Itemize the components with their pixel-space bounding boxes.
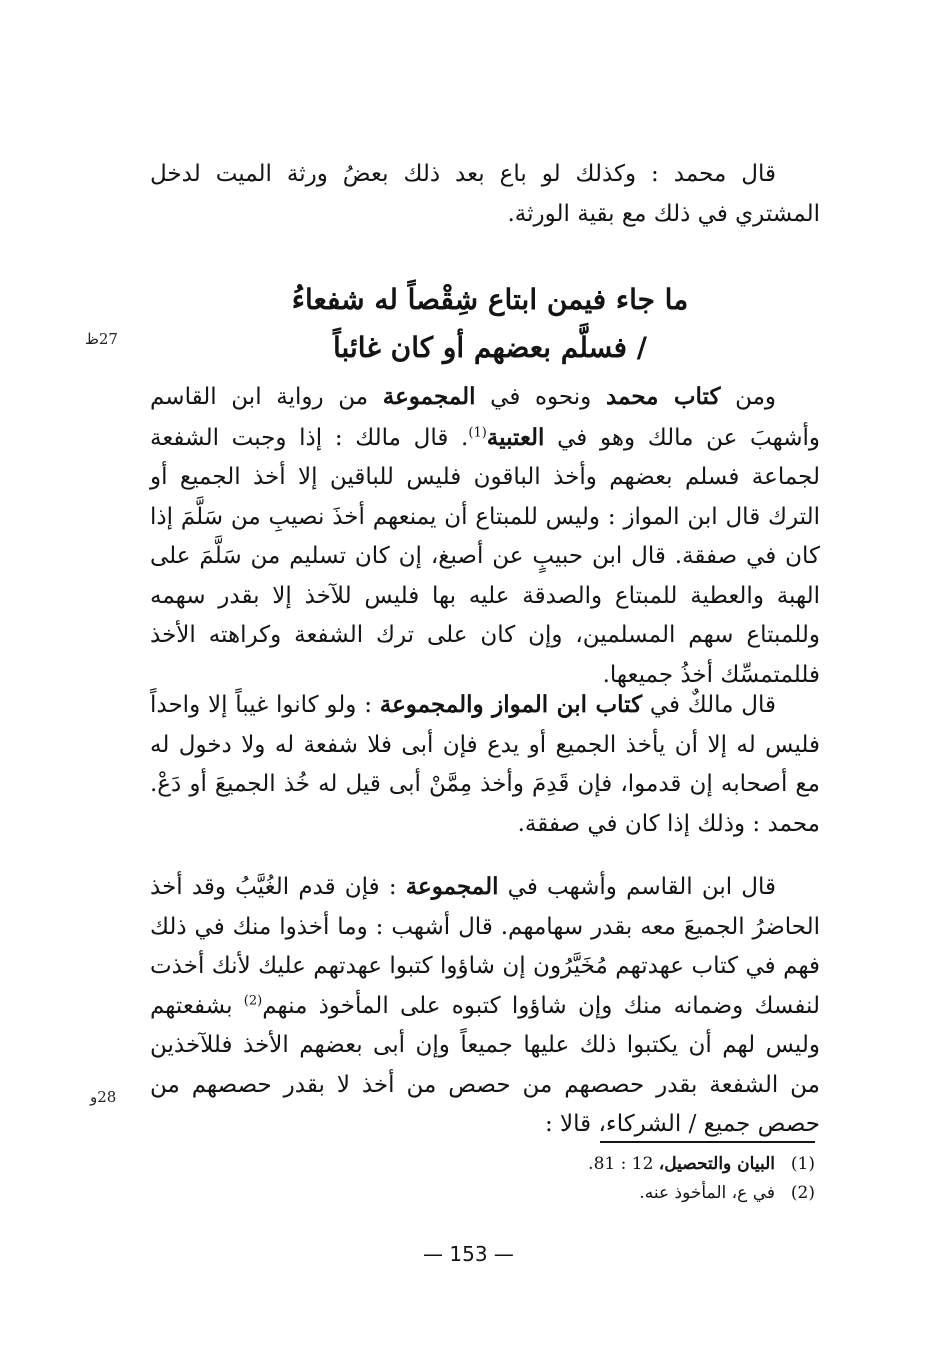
- footnote-ref: (1): [468, 424, 487, 440]
- paragraph-1: [150, 377, 820, 695]
- text-run: . قال مالك : إذا وجبت الشفعة لجماعة فسلم بعضهم وأخذ الباقون فليس للباقين إلا أخذ الجميع أو الترك قال ابن المواز : وليس للمبتاع أن يمنعهم أخذَ نصيبِ من سَلَّمَ إذا كان في صفقة. قال ابن حبيبٍ عن أصبغ، إن كان تسليم من سَلَّمَ على الهبة والعطية للمبتاع والصدقة عليه بها فليس للآخذ إلا بقدر سهمه وللمبتاع سهم المسلمين، وإن كان على ترك الشفعة وكراهته الأخذ فللمتمسِّك أخذُ جميعها.: [150, 424, 820, 688]
- footnote-divider: [600, 1141, 815, 1143]
- footnote-text: في ع، المأخوذ عنه.: [639, 1183, 775, 1203]
- text-run: بشفعتهم وليس لهم أن يكتبوا ذلك عليها جميعاً وإن أبى بعضهم الأخذ فللآخذين من الشفعة بقدر حصصهم من حصص من أخذ لا بقدر حصصهم من حصص جميع / الشركاء، قالا :: [150, 992, 820, 1137]
- text-run: قال ابن القاسم وأشهب في: [498, 874, 776, 900]
- margin-folio-note: 28و: [90, 1088, 117, 1106]
- book-title: العتبية: [486, 423, 545, 451]
- footnote-ref: (2): [243, 992, 263, 1008]
- text-run: : ولو كانوا غيباً إلا واحداً فليس له إلا أن يأخذ الجميع أو يدع فإن أبى فلا شفعة له ولا دخول له مع أصحابه إن قدموا، فإن قَدِمَ وأخذ مِمَّنْ أبى قيل له خُذ الجميعَ أو دَعْ. محمد : وذلك إذا كان في صفقة.: [150, 692, 820, 837]
- paragraph-opening: قال محمد : وكذلك لو باع بعد ذلك بعضُ ورثة الميت لدخل المشتري في ذلك مع بقية الورثة.: [150, 161, 820, 227]
- book-title: كتاب محمد: [605, 383, 721, 410]
- page-number: — 153 —: [423, 1242, 514, 1266]
- section-heading-line-2: / فسلَّم بعضهم أو كان غائباً: [332, 331, 648, 364]
- section-heading-line-1: ما جاء فيمن ابتاع شِقْصاً له شفعاءُ: [291, 283, 689, 316]
- paragraph-2: [150, 685, 820, 844]
- footnote-text: 12 : 81.: [588, 1154, 659, 1174]
- paragraph-3: [150, 867, 820, 1145]
- book-title: المجموعة: [382, 383, 476, 410]
- text-run: قال مالكٌ في: [642, 692, 777, 718]
- footnote-1: [420, 1150, 815, 1179]
- footnote-2: [420, 1179, 815, 1208]
- margin-folio-note: 27ظ: [85, 330, 118, 348]
- book-title: كتاب ابن المواز والمجموعة: [379, 691, 643, 718]
- text-run: ومن: [720, 384, 777, 410]
- text-run: : فإن قدم الغُيَّبُ وقد أخذ الحاضرُ الجميعَ معه بقدر سهامهم. قال أشهب : وما أخذوا منك في ذلك فهم في كتاب عهدتهم مُخَيَّرُون إن شاؤوا كتبوا عهدتهم عليك لأنك أخذت لنفسك وضمانه منك وإن شاؤوا كتبوه على المأخوذ منهم: [150, 874, 821, 1019]
- text-run: ونحوه في: [475, 384, 606, 410]
- footnote-source: البيان والتحصيل،: [658, 1154, 775, 1174]
- book-title: المجموعة: [405, 873, 499, 900]
- text-run: من رواية ابن القاسم وأشهبَ عن مالك وهو في: [150, 384, 820, 451]
- section-heading: [160, 276, 820, 372]
- footnote-number: (1): [790, 1154, 815, 1174]
- footnotes: [420, 1150, 815, 1208]
- footnote-number: (2): [790, 1183, 815, 1203]
